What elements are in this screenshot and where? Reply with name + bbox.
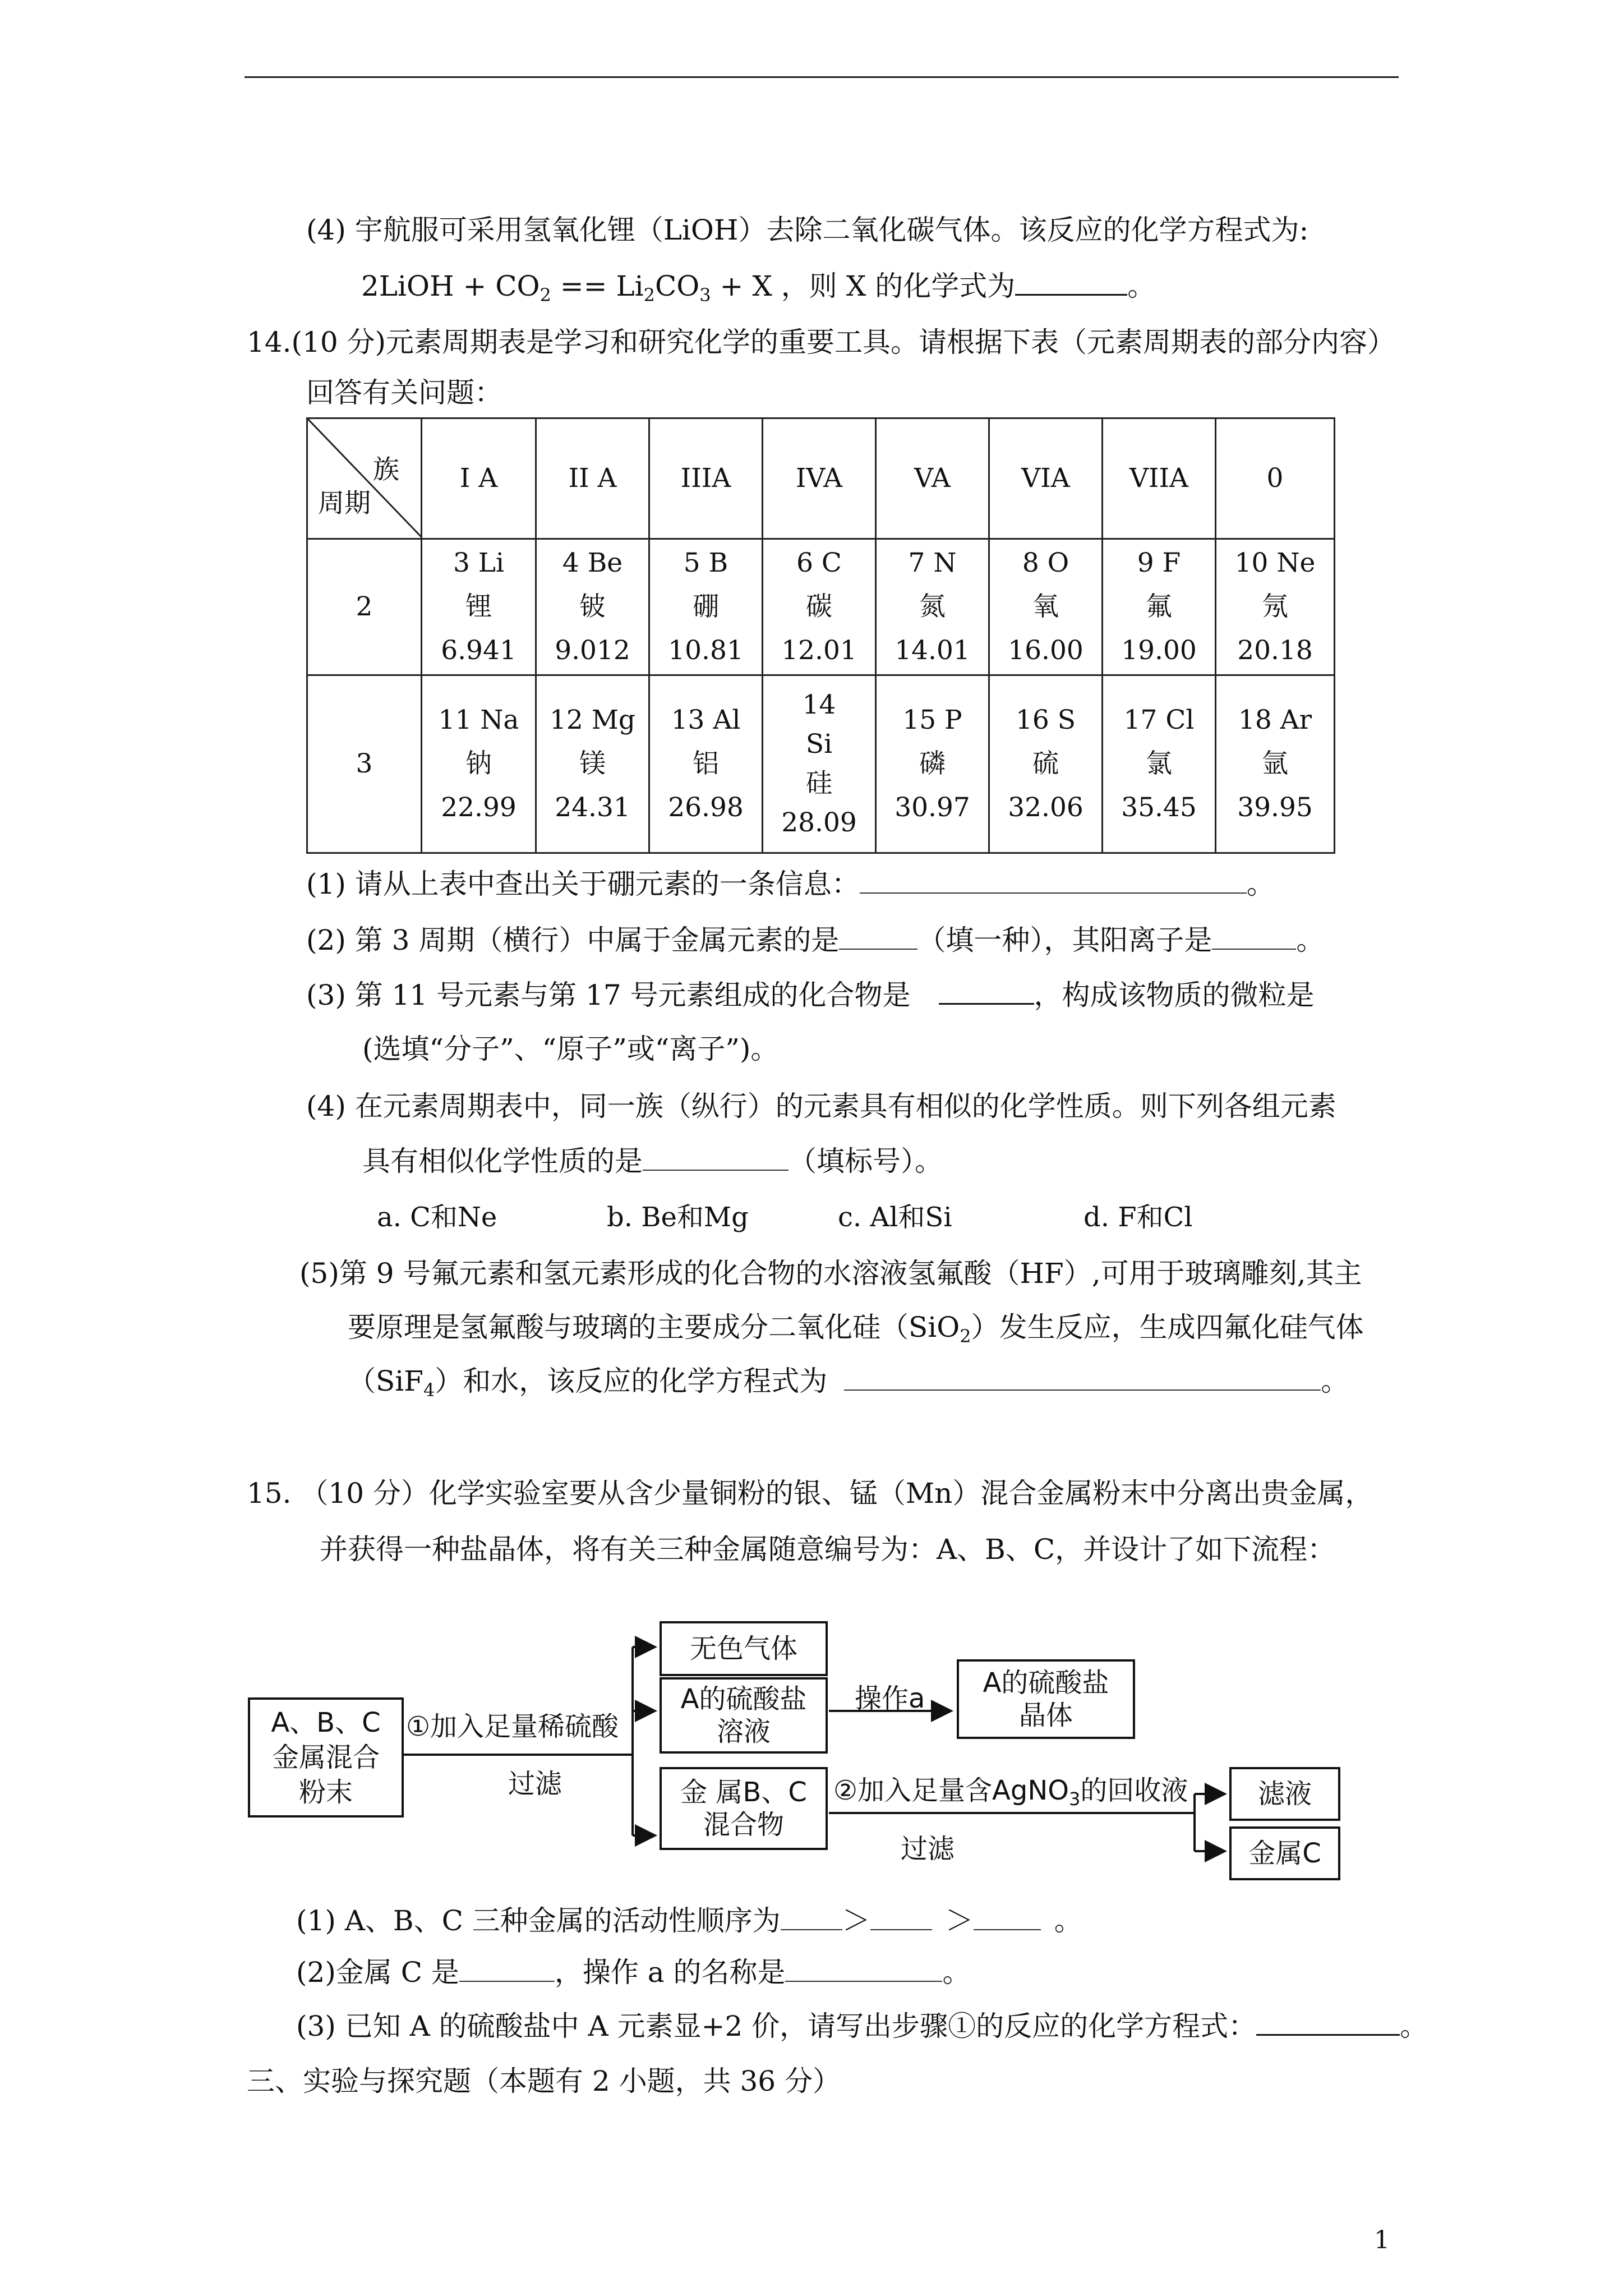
flow-step2-label: ②加入足量含AgNO$_3$的回收液 — [833, 1775, 1188, 1810]
element-cell: 12 Mg 镁 24.31 — [536, 675, 649, 853]
element-cell: 14 Si 硅 28.09 — [763, 675, 876, 853]
flow-mixture-box: 金 属B、C 混合物 — [660, 1767, 828, 1850]
group-header: VIA — [989, 418, 1103, 539]
element-cell: 7 N 氮 14.01 — [876, 539, 989, 675]
corner-period-label: 周期 — [318, 488, 371, 519]
flow-solution-box: A的硫酸盐 溶液 — [660, 1677, 828, 1754]
q15-sub2-blank1[interactable] — [459, 1956, 555, 1982]
q15-sub1-blank1[interactable] — [781, 1904, 842, 1930]
q15-sub1: (1) A、B、C 三种金属的活动性顺序为 ＞ ＞ 。 — [296, 1904, 1082, 1937]
period-label: 3 — [307, 675, 422, 853]
flow-filter1-label: 过滤 — [508, 1768, 562, 1800]
element-cell: 13 Al 铝 26.98 — [649, 675, 763, 853]
period-label: 2 — [307, 539, 422, 675]
q15-sub3-blank[interactable] — [1256, 2009, 1400, 2036]
flow-crystal-box: A的硫酸盐 晶体 — [957, 1659, 1135, 1739]
group-header: I A — [422, 418, 536, 539]
flow-start-box: A、B、C 金属混合 粉末 — [248, 1697, 404, 1818]
section-3-heading: 三、实验与探究题（本题有 2 小题，共 36 分） — [247, 2065, 841, 2097]
element-cell: 15 P 磷 30.97 — [876, 675, 989, 853]
q15-line2: 并获得一种盐晶体，将有关三种金属随意编号为：A、B、C，并设计了如下流程： — [320, 1533, 1336, 1566]
q14-sub1: (1) 请从上表中查出关于硼元素的一条信息： 。 — [306, 868, 1275, 900]
q15-line1: 15. （10 分）化学实验室要从含少量铜粉的银、锰（Mn）混合金属粉末中分离出贵金属， — [247, 1477, 1373, 1510]
flow-op-a-label: 操作a — [855, 1683, 925, 1714]
group-header: II A — [536, 418, 649, 539]
element-cell: 11 Na 钠 22.99 — [422, 675, 536, 853]
flow-filter2-label: 过滤 — [901, 1833, 955, 1865]
flow-step1-label: ①加入足量稀硫酸 — [406, 1711, 619, 1742]
q14-sub5-line3: （SiF$_4$）和水，该反应的化学方程式为 。 — [348, 1365, 1349, 1401]
q15-sub1-blank3[interactable] — [974, 1904, 1041, 1930]
q14-sub2: (2) 第 3 周期（横行）中属于金属元素的是 （填一种），其阳离子是 。 — [306, 924, 1325, 956]
choice-c[interactable]: c. Al和Si — [838, 1202, 952, 1233]
q14-sub3: (3) 第 11 号元素与第 17 号元素组成的化合物是 ，构成该物质的微粒是 — [306, 979, 1315, 1011]
element-cell: 8 O 氧 16.00 — [989, 539, 1103, 675]
flow-metal-c-box: 金属C — [1229, 1826, 1340, 1880]
choice-a[interactable]: a. C和Ne — [377, 1202, 497, 1233]
corner-group-label: 族 — [373, 454, 399, 485]
q14-sub4-line2: 具有相似化学性质的是 （填标号）。 — [362, 1145, 943, 1177]
q14-sub4-line1: (4) 在元素周期表中，同一族（纵行）的元素具有相似的化学性质。则下列各组元素 — [306, 1090, 1336, 1122]
q14-sub5-line2: 要原理是氢氟酸与玻璃的主要成分二氧化硅（SiO$_2$）发生反应，生成四氟化硅气体 — [348, 1311, 1364, 1347]
group-header: VA — [876, 418, 989, 539]
q13-4-line1: (4) 宇航服可采用氢氧化锂（LiOH）去除二氧化碳气体。该反应的化学方程式为: — [306, 214, 1309, 246]
element-cell: 4 Be 铍 9.012 — [536, 539, 649, 675]
q14-sub5-line1: (5)第 9 号氟元素和氢元素形成的化合物的水溶液氢氟酸（HF）,可用于玻璃雕刻,其主 — [299, 1257, 1362, 1290]
element-cell: 17 Cl 氯 35.45 — [1103, 675, 1216, 853]
q15-sub3: (3) 已知 A 的硫酸盐中 A 元素显+2 价，请写出步骤①的反应的化学方程式： 。 — [296, 2010, 1428, 2042]
element-cell: 9 F 氟 19.00 — [1103, 539, 1216, 675]
group-header: 0 — [1216, 418, 1335, 539]
group-header: IVA — [763, 418, 876, 539]
element-cell: 5 B 硼 10.81 — [649, 539, 763, 675]
q14-line1: 14.(10 分)元素周期表是学习和研究化学的重要工具。请根据下表（元素周期表的部分内容） — [247, 326, 1396, 358]
q13-4-equation: 2LiOH + $CO_2 == Li_2CO_3 + X$ ，则 X 的化学式为 。 — [361, 270, 1156, 306]
page-number: 1 — [1374, 2226, 1390, 2254]
element-cell: 18 Ar 氩 39.95 — [1216, 675, 1335, 853]
q15-sub1-blank2[interactable] — [870, 1904, 932, 1930]
q15-sub2: (2)金属 C 是 ，操作 a 的名称是 。 — [296, 1956, 971, 1989]
element-cell: 3 Li 锂 6.941 — [422, 539, 536, 675]
choice-d[interactable]: d. F和Cl — [1083, 1202, 1193, 1233]
element-cell: 6 C 碳 12.01 — [763, 539, 876, 675]
q14-sub3-line2: (选填“分子”、“原子”或“离子”)。 — [362, 1033, 779, 1065]
q14-line2: 回答有关问题： — [306, 376, 502, 409]
group-header: IIIA — [649, 418, 763, 539]
flow-gas-box: 无色气体 — [660, 1621, 828, 1676]
element-cell: 10 Ne 氖 20.18 — [1216, 539, 1335, 675]
flow-filtrate-box: 滤液 — [1229, 1767, 1340, 1821]
q15-sub2-blank2[interactable] — [785, 1956, 942, 1982]
element-cell: 16 S 硫 32.06 — [989, 675, 1103, 853]
choice-b[interactable]: b. Be和Mg — [607, 1202, 749, 1233]
group-header: VIIA — [1103, 418, 1216, 539]
